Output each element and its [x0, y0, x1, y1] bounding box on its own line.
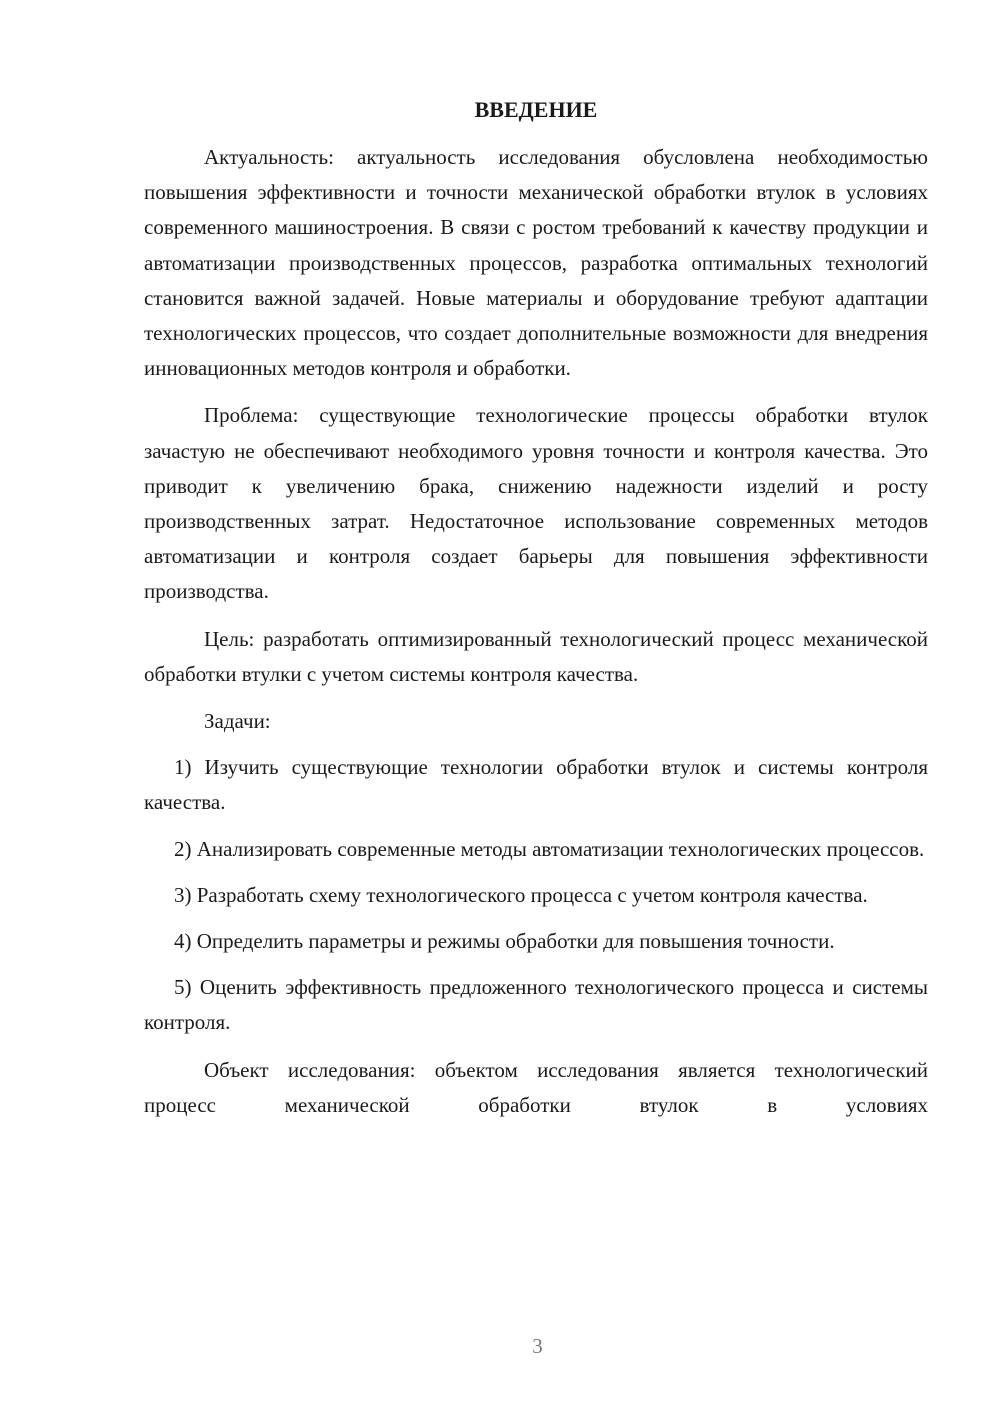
page-number: 3 [532, 1334, 543, 1358]
task-item-3: 3) Разработать схему технологического процесса с учетом контроля качества. [174, 882, 868, 907]
paragraph-object: Объект исследования: объектом исследования является технологический процесс механической обработки втулок в условиях [144, 1057, 928, 1117]
page-title: ВВЕДЕНИЕ [474, 97, 598, 122]
task-item-5: 5) Оценить эффективность предложенного технологического процесса и системы контроля. [144, 975, 928, 1035]
paragraph-problem: Проблема: существующие технологические процессы обработки втулок зачастую не обеспечивают необходимого уровня точности и контроля качества. Это приводит к увеличению брака, снижению надежности изделий и росту производственных затрат. Недостаточное использование современных методов автоматизации и контроля создает барьеры для повышения эффективности производства. [144, 403, 928, 604]
document-page [144, 92, 928, 1123]
task-item-2: 2) Анализировать современные методы автоматизации технологических процессов. [174, 836, 925, 861]
paragraph-goal: Цель: разработать оптимизированный технологический процесс механической обработки втулки с учетом системы контроля качества. [144, 626, 928, 686]
paragraph-tasks-heading: Задачи: [204, 709, 271, 734]
paragraph-relevance: Актуальность: актуальность исследования обусловлена необходимостью повышения эффективности и точности механической обработки втулок в условиях современного машиностроения. В связи с ростом требований к качеству продукции и автоматизации производственных процессов, разработка оптимальных технологий становится важной задачей. Новые материалы и оборудование требуют адаптации технологических процессов, что создает дополнительные возможности для внедрения инновационных методов контроля и обработки. [144, 145, 928, 381]
task-item-1: 1) Изучить существующие технологии обработки втулок и системы контроля качества. [144, 755, 928, 815]
task-item-4: 4) Определить параметры и режимы обработки для повышения точности. [174, 929, 835, 954]
